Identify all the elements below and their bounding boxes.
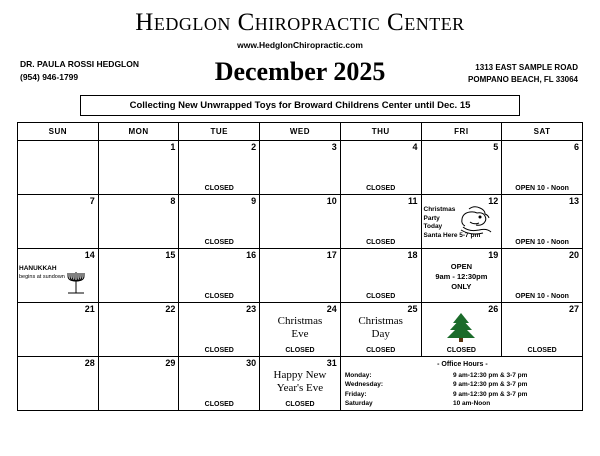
day-number: 28	[84, 358, 95, 368]
day-number: 20	[568, 250, 579, 260]
day-number: 16	[246, 250, 257, 260]
office-hours-table	[345, 371, 580, 409]
day-number: 7	[89, 196, 95, 206]
christmas-day-line-2: Day	[371, 328, 390, 340]
closed-label: CLOSED	[366, 185, 396, 192]
toy-drive-notice: Collecting New Unwrapped Toys for Broward Childrens Center until Dec. 15	[80, 95, 520, 116]
office-hours-row	[345, 380, 580, 390]
day-number: 24	[326, 304, 337, 314]
open-line-1: OPEN	[450, 262, 472, 271]
closed-label: CLOSED	[204, 185, 234, 192]
day-number: 15	[165, 250, 176, 260]
christmas-eve-note	[260, 315, 340, 341]
open-line-3: ONLY	[451, 282, 472, 291]
christmas-eve-line-2: Eve	[291, 328, 309, 340]
closed-label: CLOSED	[366, 347, 396, 354]
doctor-name: DR. PAULA ROSSI HEDGLON	[20, 59, 140, 69]
day-cell-7[interactable]	[18, 195, 99, 249]
office-hours-cell	[340, 357, 582, 411]
calendar-week-3	[18, 249, 583, 303]
day-number: 13	[568, 196, 579, 206]
day-cell-11[interactable]	[340, 195, 421, 249]
office-hours-day: Wednesday:	[344, 381, 383, 388]
day-cell-23[interactable]	[179, 303, 260, 357]
open-line-2: 9am - 12:30pm	[435, 272, 488, 281]
closed-label: CLOSED	[446, 347, 476, 354]
new-years-eve-note	[260, 369, 340, 395]
office-hours-time: 9 am-12:30 pm & 3-7 pm	[452, 390, 528, 398]
day-number: 26	[488, 304, 499, 314]
day-cell-15[interactable]	[98, 249, 179, 303]
weekday-mon: MON	[98, 123, 179, 141]
weekday-fri: FRI	[421, 123, 502, 141]
calendar-page	[0, 9, 600, 456]
day-number: 22	[165, 304, 176, 314]
open-hours-label: OPEN 10 - Noon	[515, 239, 569, 246]
day-cell-14[interactable]	[18, 249, 99, 303]
website-text: www.HedglonChiropractic.com	[237, 40, 363, 50]
day-cell-26[interactable]	[421, 303, 502, 357]
office-hours-row	[345, 399, 580, 409]
day-cell-25[interactable]	[340, 303, 421, 357]
calendar-week-5	[18, 357, 583, 411]
page-title: Hedglon Chiropractic Center	[135, 9, 465, 36]
day-number: 4	[412, 142, 418, 152]
calendar-table	[17, 122, 583, 411]
day-cell-22[interactable]	[98, 303, 179, 357]
party-line-2: Party	[423, 214, 440, 222]
day-number: 1	[170, 142, 176, 152]
christmas-eve-line-1: Christmas	[277, 315, 323, 327]
day-number: 5	[493, 142, 499, 152]
office-hours-day: Saturday	[344, 400, 373, 407]
calendar-week-1	[18, 141, 583, 195]
month-title: December 2025	[214, 57, 386, 86]
christmas-tree-icon	[422, 311, 502, 348]
day-cell-28[interactable]	[18, 357, 99, 411]
closed-label: CLOSED	[527, 347, 557, 354]
office-hours-day: Monday:	[344, 371, 372, 379]
office-hours-row	[345, 390, 580, 400]
day-number: 6	[573, 142, 579, 152]
day-cell-21[interactable]	[18, 303, 99, 357]
day-number: 10	[326, 196, 337, 206]
closed-label: CLOSED	[366, 293, 396, 300]
office-hours-time: 9 am-12:30 pm & 3-7 pm	[452, 371, 528, 379]
office-hours-time: 9 am-12:30 pm & 3-7 pm	[452, 381, 528, 388]
christmas-party-note	[424, 206, 481, 240]
doctor-phone: (954) 946-1799	[20, 71, 79, 82]
weekday-tue: TUE	[179, 123, 260, 141]
address-info	[468, 62, 578, 86]
office-hours-block	[345, 360, 580, 409]
day-number: 27	[568, 304, 579, 314]
weekday-sun: SUN	[18, 123, 99, 141]
weekday-thu: THU	[340, 123, 421, 141]
menorah-icon	[56, 271, 96, 302]
closed-label: CLOSED	[204, 293, 234, 300]
day-number: 8	[170, 196, 176, 206]
day-cell-12[interactable]	[421, 195, 502, 249]
day-cell-31[interactable]	[260, 357, 341, 411]
day-number: 31	[326, 358, 337, 368]
doctor-info	[20, 58, 139, 84]
day-number: 2	[251, 142, 257, 152]
closed-label: CLOSED	[204, 401, 234, 408]
day-number: 3	[331, 142, 337, 152]
day-number: 25	[407, 304, 418, 314]
address-line-1: 1313 EAST SAMPLE ROAD	[475, 63, 578, 72]
day-cell-4[interactable]	[340, 141, 421, 195]
party-line-3: Today	[423, 223, 443, 230]
calendar-week-2	[18, 195, 583, 249]
closed-label: CLOSED	[285, 401, 315, 408]
day-number: 29	[165, 358, 176, 368]
dec19-open-note	[422, 262, 502, 292]
day-cell-2[interactable]	[179, 141, 260, 195]
party-line-4: Santa Here 5-7 pm	[423, 231, 481, 239]
new-year-line-1: Happy New	[273, 369, 327, 381]
day-cell-6[interactable]	[502, 141, 583, 195]
calendar-header-row	[18, 123, 583, 141]
header-info-row	[0, 53, 600, 93]
weekday-wed: WED	[260, 123, 341, 141]
office-hours-time: 10 am-Noon	[452, 400, 491, 407]
day-cell-18[interactable]	[340, 249, 421, 303]
day-number: 19	[488, 250, 499, 260]
day-cell-16[interactable]	[179, 249, 260, 303]
closed-label: CLOSED	[366, 239, 396, 246]
day-number: 9	[251, 196, 257, 206]
day-number: 17	[326, 250, 337, 260]
day-cell-27[interactable]	[502, 303, 583, 357]
day-number: 14	[84, 250, 95, 260]
weekday-sat: SAT	[502, 123, 583, 141]
day-cell-10[interactable]	[260, 195, 341, 249]
hanukkah-subtitle: begins at sundown	[19, 274, 65, 280]
day-number: 30	[246, 358, 257, 368]
day-cell-17[interactable]	[260, 249, 341, 303]
day-number: 18	[407, 250, 418, 260]
open-hours-label: OPEN 10 - Noon	[515, 293, 569, 300]
closed-label: CLOSED	[285, 347, 315, 354]
address-line-2: POMPANO BEACH, FL 33064	[468, 75, 578, 84]
closed-label: CLOSED	[204, 347, 234, 354]
christmas-day-line-1: Christmas	[358, 315, 403, 327]
office-hours-day: Friday:	[344, 390, 367, 398]
day-cell-20[interactable]	[502, 249, 583, 303]
day-cell-13[interactable]	[502, 195, 583, 249]
party-line-1: Christmas	[423, 206, 456, 213]
day-cell-24[interactable]	[260, 303, 341, 357]
office-hours-heading: - Office Hours -	[437, 361, 488, 368]
day-cell-5[interactable]	[421, 141, 502, 195]
day-number: 11	[408, 196, 418, 206]
christmas-day-note	[341, 315, 421, 341]
closed-label: CLOSED	[204, 239, 234, 246]
open-hours-label: OPEN 10 - Noon	[515, 185, 569, 192]
hanukkah-title: HANUKKAH	[19, 265, 57, 272]
new-year-line-2: Year's Eve	[276, 382, 324, 394]
day-cell-1[interactable]	[98, 141, 179, 195]
day-cell-empty	[18, 141, 99, 195]
day-cell-9[interactable]	[179, 195, 260, 249]
day-cell-19[interactable]	[421, 249, 502, 303]
day-cell-3[interactable]	[260, 141, 341, 195]
day-number: 21	[84, 304, 95, 314]
day-cell-8[interactable]	[98, 195, 179, 249]
day-number: 23	[246, 304, 257, 314]
office-hours-row	[345, 371, 580, 381]
day-cell-29[interactable]	[98, 357, 179, 411]
day-number: 12	[488, 196, 499, 206]
day-cell-30[interactable]	[179, 357, 260, 411]
calendar-week-4	[18, 303, 583, 357]
